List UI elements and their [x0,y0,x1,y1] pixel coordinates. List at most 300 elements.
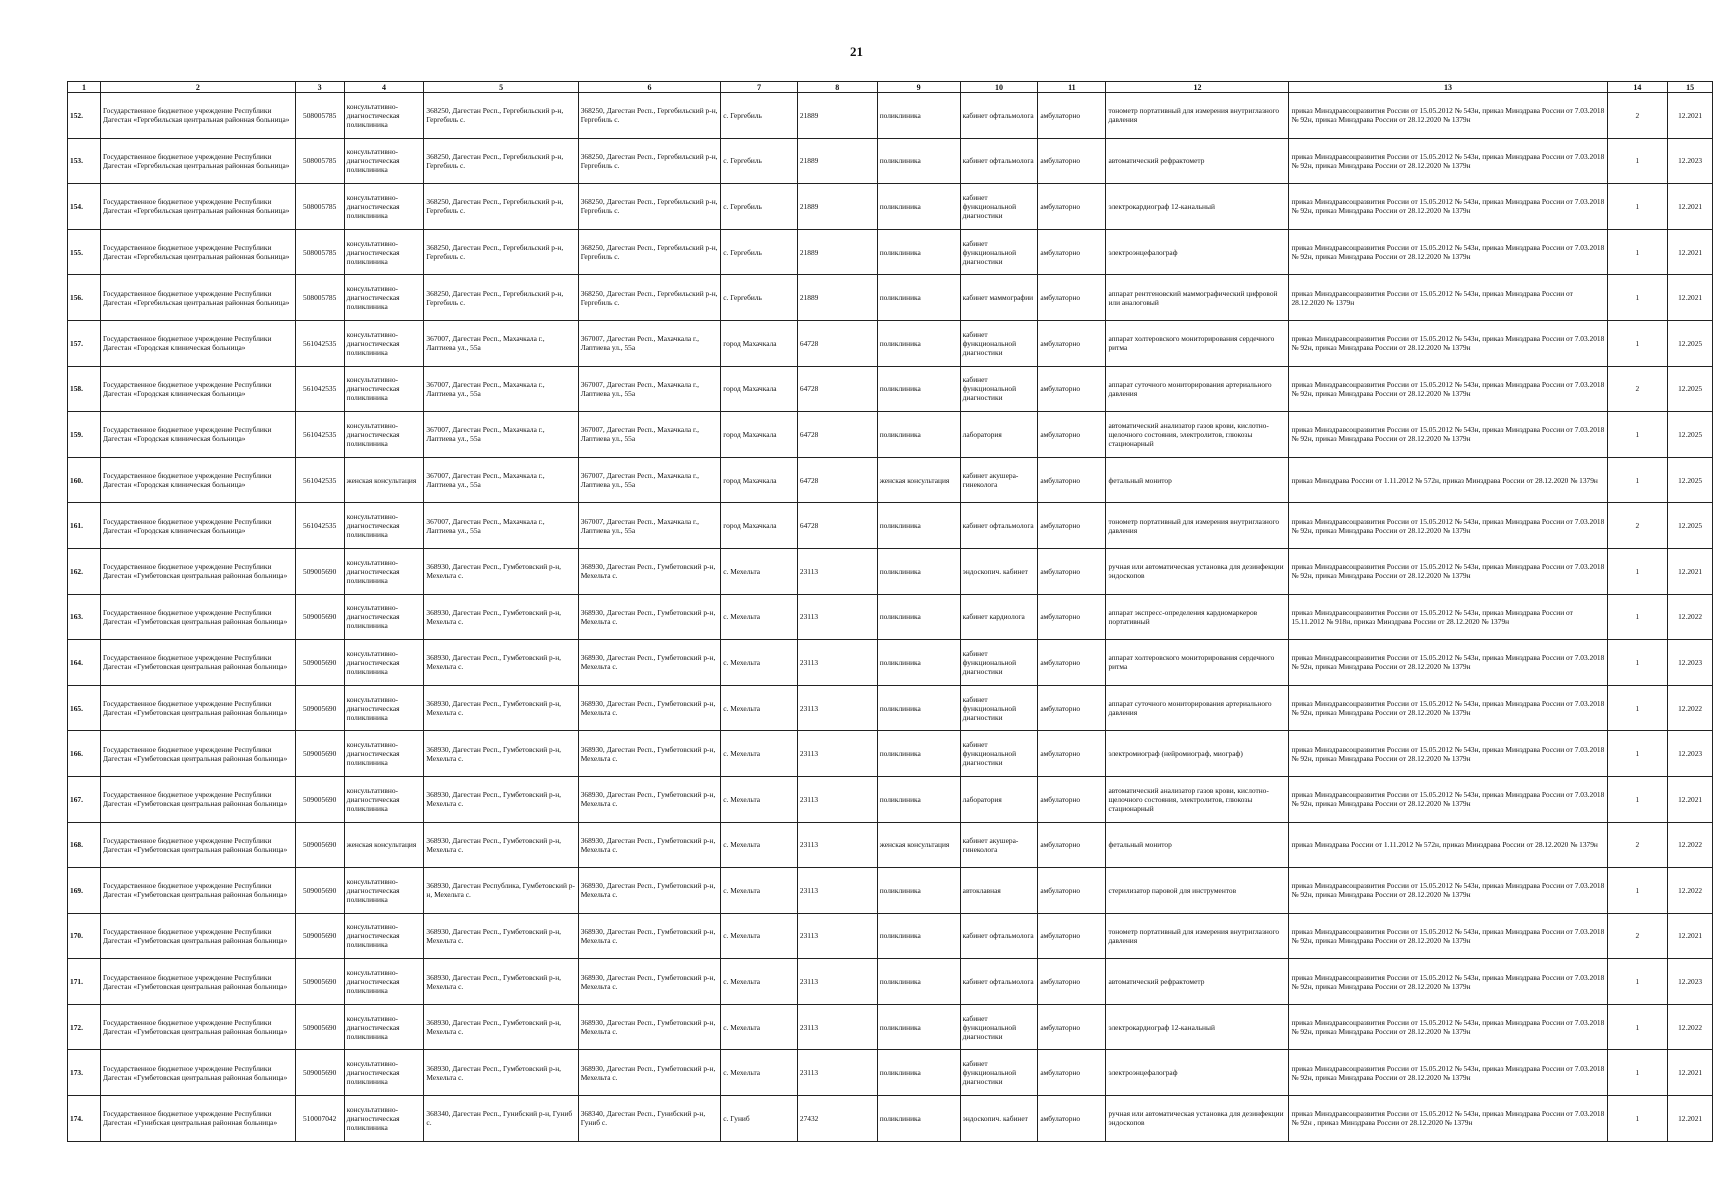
care-form: амбулаторно [1038,366,1106,412]
locality: с. Мехельта [721,548,798,594]
oktmo-code: 21889 [797,275,877,321]
room: кабинет маммографии [960,275,1038,321]
column-header: 2 [100,82,295,93]
equipment-name: автоматический анализатор газов крови, кислотно-щелочного состояния, электролитов, глюкозы стационарный [1106,776,1289,822]
unit-type: консультативно-диагностическая поликлиника [344,685,424,731]
legal-address: 367007, Дагестан Респ., Махачкала г., Лаптиева ул., 55а [424,503,578,549]
legal-address: 367007, Дагестан Респ., Махачкала г., Лаптиева ул., 55а [424,457,578,503]
quantity: 2 [1607,822,1668,868]
room: кабинет функциональной диагностики [960,685,1038,731]
equipment-name: электроэнцефалограф [1106,229,1289,275]
column-header: 15 [1668,82,1713,93]
oktmo-code: 23113 [797,548,877,594]
column-header: 10 [960,82,1038,93]
legal-address: 368930, Дагестан Респ., Гумбетовский р-н, Мехельта с. [424,1050,578,1096]
division: поликлиника [877,913,960,959]
page-number: 21 [850,44,863,59]
care-form: амбулаторно [1038,640,1106,686]
oktmo-code: 23113 [797,1004,877,1050]
room: лаборатория [960,776,1038,822]
division: поликлиника [877,503,960,549]
legal-address: 368250, Дагестан Респ., Гергебильский р-н, Гергебиль с. [424,138,578,184]
deadline: 12.2025 [1668,320,1713,366]
legal-address: 367007, Дагестан Респ., Махачкала г., Лаптиева ул., 55а [424,412,578,458]
regulatory-order: приказ Минздравсоцразвития России от 15.05.2012 № 543н, приказ Минздрава России от 7.03.2018 № 92н, приказ Минздрава России от 28.12.2020 № 1379н [1289,320,1607,366]
equipment-name: автоматический анализатор газов крови, кислотно-щелочного состояния, электролитов, глюкозы стационарный [1106,412,1289,458]
row-number: 174. [68,1096,101,1142]
regulatory-order: приказ Минздравсоцразвития России от 15.05.2012 № 543н, приказ Минздрава России от 7.03.2018 № 92н, приказ Минздрава России от 28.12.2020 № 1379н [1289,685,1607,731]
organization-name: Государственное бюджетное учреждение Республики Дагестан «Гумбетовская центральная районная больница» [100,1050,295,1096]
locality: с. Мехельта [721,640,798,686]
quantity: 1 [1607,1004,1668,1050]
unit-type: консультативно-диагностическая поликлиника [344,229,424,275]
quantity: 1 [1607,1096,1668,1142]
actual-address: 368930, Дагестан Респ., Гумбетовский р-н, Мехельта с. [578,1050,721,1096]
legal-address: 368340, Дагестан Респ., Гунибский р-н, Гуниб с. [424,1096,578,1142]
actual-address: 368250, Дагестан Респ., Гергебильский р-н, Гергебиль с. [578,93,721,139]
organization-name: Государственное бюджетное учреждение Республики Дагестан «Гумбетовская центральная районная больница» [100,822,295,868]
division: женская консультация [877,822,960,868]
locality: с. Мехельта [721,822,798,868]
quantity: 1 [1607,776,1668,822]
deadline: 12.2021 [1668,275,1713,321]
division: поликлиника [877,184,960,230]
deadline: 12.2022 [1668,1004,1713,1050]
division: поликлиника [877,320,960,366]
equipment-name: аппарат холтеровского мониторирования сердечного ритма [1106,640,1289,686]
table-row [68,412,1713,458]
oktmo-code: 23113 [797,685,877,731]
care-form: амбулаторно [1038,822,1106,868]
quantity: 1 [1607,959,1668,1005]
row-number: 161. [68,503,101,549]
equipment-name: аппарат холтеровского мониторирования сердечного ритма [1106,320,1289,366]
legal-address: 368930, Дагестан Респ., Гумбетовский р-н, Мехельта с. [424,1004,578,1050]
legal-address: 368930, Дагестан Республика, Гумбетовский р-н, Мехельта с. [424,868,578,914]
regulatory-order: приказ Минздравсоцразвития России от 15.05.2012 № 543н, приказ Минздрава России от 7.03.2018 № 92н, приказ Минздрава России от 28.12.2020 № 1379н [1289,868,1607,914]
table-row [68,184,1713,230]
table-row [68,1050,1713,1096]
regulatory-order: приказ Минздравсоцразвития России от 15.05.2012 № 543н, приказ Минздрава России от 7.03.2018 № 92н, приказ Минздрава России от 28.12.2020 № 1379н [1289,93,1607,139]
row-number: 152. [68,93,101,139]
row-number: 164. [68,640,101,686]
deadline: 12.2025 [1668,366,1713,412]
legal-address: 367007, Дагестан Респ., Махачкала г., Лаптиева ул., 55а [424,320,578,366]
regulatory-order: приказ Минздравсоцразвития России от 15.05.2012 № 543н, приказ Минздрава России от 7.03.2018 № 92н, приказ Минздрава России от 28.12.2020 № 1379н [1289,913,1607,959]
legal-address: 368250, Дагестан Респ., Гергебильский р-н, Гергебиль с. [424,184,578,230]
column-header: 7 [721,82,798,93]
table-row [68,640,1713,686]
column-header: 11 [1038,82,1106,93]
division: поликлиника [877,412,960,458]
regulatory-order: приказ Минздравсоцразвития России от 15.05.2012 № 543н, приказ Минздрава России от 7.03.2018 № 92н, приказ Минздрава России от 28.12.2020 № 1379н [1289,1004,1607,1050]
care-form: амбулаторно [1038,275,1106,321]
unit-type: женская консультация [344,457,424,503]
deadline: 12.2021 [1668,548,1713,594]
regulatory-order: приказ Минздравсоцразвития России от 15.05.2012 № 543н, приказ Минздрава России от 7.03.2018 № 92н, приказ Минздрава России от 28.12.2020 № 1379н [1289,503,1607,549]
table-row [68,1096,1713,1142]
equipment-name: тонометр портативный для измерения внутриглазного давления [1106,503,1289,549]
organization-code: 561042535 [295,366,344,412]
regulatory-order: приказ Минздравсоцразвития России от 15.05.2012 № 543н, приказ Минздрава России от 7.03.2018 № 92н , приказ Минздрава России от 28.12.2020 № 1379н [1289,1096,1607,1142]
room: кабинет функциональной диагностики [960,229,1038,275]
room: кабинет акушера-гинеколога [960,822,1038,868]
room: эндоскопич. кабинет [960,1096,1038,1142]
quantity: 1 [1607,320,1668,366]
oktmo-code: 21889 [797,184,877,230]
division: поликлиника [877,275,960,321]
legal-address: 368930, Дагестан Респ., Гумбетовский р-н, Мехельта с. [424,731,578,777]
legal-address: 368930, Дагестан Респ., Гумбетовский р-н, Мехельта с. [424,548,578,594]
regulatory-order: приказ Минздравсоцразвития России от 15.05.2012 № 543н, приказ Минздрава России от 7.03.2018 № 92н, приказ Минздрава России от 28.12.2020 № 1379н [1289,229,1607,275]
deadline: 12.2025 [1668,457,1713,503]
equipment-name: автоматический рефрактометр [1106,959,1289,1005]
oktmo-code: 23113 [797,868,877,914]
organization-name: Государственное бюджетное учреждение Республики Дагестан «Городская клиническая больница» [100,320,295,366]
division: поликлиника [877,1004,960,1050]
care-form: амбулаторно [1038,959,1106,1005]
quantity: 2 [1607,93,1668,139]
table-row [68,548,1713,594]
table-row [68,229,1713,275]
legal-address: 368250, Дагестан Респ., Гергебильский р-н, Гергебиль с. [424,93,578,139]
care-form: амбулаторно [1038,913,1106,959]
division: поликлиника [877,1050,960,1096]
care-form: амбулаторно [1038,320,1106,366]
regulatory-order: приказ Минздравсоцразвития России от 15.05.2012 № 543н, приказ Минздрава России от 7.03.2018 № 92н, приказ Минздрава России от 28.12.2020 № 1379н [1289,776,1607,822]
oktmo-code: 64728 [797,320,877,366]
organization-code: 509005690 [295,776,344,822]
organization-code: 509005690 [295,685,344,731]
organization-code: 509005690 [295,640,344,686]
table-row [68,503,1713,549]
column-header: 1 [68,82,101,93]
division: женская консультация [877,457,960,503]
room: кабинет функциональной диагностики [960,731,1038,777]
locality: с. Мехельта [721,868,798,914]
equipment-name: тонометр портативный для измерения внутриглазного давления [1106,93,1289,139]
table-row [68,731,1713,777]
organization-name: Государственное бюджетное учреждение Республики Дагестан «Гумбетовская центральная районная больница» [100,913,295,959]
table-row [68,959,1713,1005]
organization-code: 509005690 [295,548,344,594]
care-form: амбулаторно [1038,548,1106,594]
unit-type: консультативно-диагностическая поликлиника [344,548,424,594]
room: кабинет функциональной диагностики [960,1050,1038,1096]
table-row [68,594,1713,640]
organization-name: Государственное бюджетное учреждение Республики Дагестан «Гергебильская центральная районная больница» [100,229,295,275]
column-header: 14 [1607,82,1668,93]
oktmo-code: 23113 [797,776,877,822]
organization-name: Государственное бюджетное учреждение Республики Дагестан «Гергебильская центральная районная больница» [100,138,295,184]
actual-address: 368250, Дагестан Респ., Гергебильский р-н, Гергебиль с. [578,229,721,275]
unit-type: консультативно-диагностическая поликлиника [344,366,424,412]
organization-name: Государственное бюджетное учреждение Республики Дагестан «Гумбетовская центральная районная больница» [100,731,295,777]
regulatory-order: приказ Минздравсоцразвития России от 15.05.2012 № 543н, приказ Минздрава России от 28.12.2020 № 1379н [1289,275,1607,321]
unit-type: консультативно-диагностическая поликлиника [344,503,424,549]
equipment-name: аппарат рентгеновский маммографический цифровой или аналоговый [1106,275,1289,321]
organization-name: Государственное бюджетное учреждение Республики Дагестан «Городская клиническая больница» [100,412,295,458]
unit-type: консультативно-диагностическая поликлиника [344,138,424,184]
deadline: 12.2022 [1668,685,1713,731]
deadline: 12.2021 [1668,1050,1713,1096]
deadline: 12.2021 [1668,1096,1713,1142]
organization-code: 509005690 [295,868,344,914]
row-number: 157. [68,320,101,366]
organization-name: Государственное бюджетное учреждение Республики Дагестан «Гунибская центральная районная больница» [100,1096,295,1142]
organization-code: 509005690 [295,913,344,959]
row-number: 167. [68,776,101,822]
quantity: 1 [1607,457,1668,503]
unit-type: консультативно-диагностическая поликлиника [344,1004,424,1050]
actual-address: 368930, Дагестан Респ., Гумбетовский р-н, Мехельта с. [578,594,721,640]
care-form: амбулаторно [1038,93,1106,139]
locality: город Махачкала [721,412,798,458]
unit-type: консультативно-диагностическая поликлиника [344,640,424,686]
table-row [68,138,1713,184]
oktmo-code: 64728 [797,366,877,412]
room: автоклавная [960,868,1038,914]
actual-address: 367007, Дагестан Респ., Махачкала г., Лаптиева ул., 55а [578,503,721,549]
locality: с. Гуниб [721,1096,798,1142]
row-number: 156. [68,275,101,321]
row-number: 165. [68,685,101,731]
locality: с. Мехельта [721,776,798,822]
unit-type: консультативно-диагностическая поликлиника [344,412,424,458]
regulatory-order: приказ Минздравсоцразвития России от 15.05.2012 № 543н, приказ Минздрава России от 7.03.2018 № 92н, приказ Минздрава России от 28.12.2020 № 1379н [1289,184,1607,230]
deadline: 12.2025 [1668,503,1713,549]
column-header: 5 [424,82,578,93]
oktmo-code: 23113 [797,1050,877,1096]
row-number: 166. [68,731,101,777]
legal-address: 367007, Дагестан Респ., Махачкала г., Лаптиева ул., 55а [424,366,578,412]
legal-address: 368250, Дагестан Респ., Гергебильский р-н, Гергебиль с. [424,275,578,321]
room: кабинет функциональной диагностики [960,1004,1038,1050]
regulatory-order: приказ Минздрава России от 1.11.2012 № 572н, приказ Минздрава России от 28.12.2020 № 1379н [1289,457,1607,503]
quantity: 1 [1607,731,1668,777]
locality: с. Мехельта [721,1050,798,1096]
quantity: 2 [1607,503,1668,549]
oktmo-code: 23113 [797,822,877,868]
legal-address: 368930, Дагестан Респ., Гумбетовский р-н, Мехельта с. [424,913,578,959]
organization-code: 509005690 [295,594,344,640]
organization-code: 509005690 [295,1004,344,1050]
actual-address: 368930, Дагестан Респ., Гумбетовский р-н, Мехельта с. [578,776,721,822]
oktmo-code: 27432 [797,1096,877,1142]
care-form: амбулаторно [1038,1050,1106,1096]
room: кабинет акушера-гинеколога [960,457,1038,503]
unit-type: консультативно-диагностическая поликлиника [344,868,424,914]
locality: с. Мехельта [721,731,798,777]
locality: с. Мехельта [721,913,798,959]
equipment-registry-table [67,81,1713,1142]
organization-code: 509005690 [295,959,344,1005]
row-number: 172. [68,1004,101,1050]
equipment-name: ручная или автоматическая установка для дезинфекции эндоскопов [1106,1096,1289,1142]
organization-code: 509005690 [295,731,344,777]
organization-name: Государственное бюджетное учреждение Республики Дагестан «Городская клиническая больница» [100,457,295,503]
column-header: 3 [295,82,344,93]
organization-code: 508005785 [295,229,344,275]
regulatory-order: приказ Минздравсоцразвития России от 15.05.2012 № 543н, приказ Минздрава России от 7.03.2018 № 92н, приказ Минздрава России от 28.12.2020 № 1379н [1289,959,1607,1005]
organization-code: 561042535 [295,320,344,366]
actual-address: 368340, Дагестан Респ., Гунибский р-н, Гуниб с. [578,1096,721,1142]
oktmo-code: 21889 [797,138,877,184]
division: поликлиника [877,548,960,594]
organization-code: 508005785 [295,275,344,321]
quantity: 1 [1607,275,1668,321]
division: поликлиника [877,776,960,822]
actual-address: 368930, Дагестан Респ., Гумбетовский р-н, Мехельта с. [578,822,721,868]
regulatory-order: приказ Минздравсоцразвития России от 15.05.2012 № 543н, приказ Минздрава России от 7.03.2018 № 92н, приказ Минздрава России от 28.12.2020 № 1379н [1289,640,1607,686]
oktmo-code: 23113 [797,731,877,777]
actual-address: 367007, Дагестан Респ., Махачкала г., Лаптиева ул., 55а [578,412,721,458]
row-number: 169. [68,868,101,914]
column-header: 12 [1106,82,1289,93]
division: поликлиника [877,594,960,640]
care-form: амбулаторно [1038,685,1106,731]
table-row [68,685,1713,731]
table-row [68,366,1713,412]
deadline: 12.2021 [1668,776,1713,822]
room: кабинет офтальмолога [960,93,1038,139]
organization-name: Государственное бюджетное учреждение Республики Дагестан «Гергебильская центральная районная больница» [100,93,295,139]
division: поликлиника [877,640,960,686]
equipment-name: аппарат суточного мониторирования артериального давления [1106,366,1289,412]
unit-type: консультативно-диагностическая поликлиника [344,776,424,822]
unit-type: консультативно-диагностическая поликлиника [344,1096,424,1142]
division: поликлиника [877,93,960,139]
locality: с. Гергебиль [721,275,798,321]
oktmo-code: 23113 [797,640,877,686]
unit-type: консультативно-диагностическая поликлиника [344,731,424,777]
quantity: 1 [1607,640,1668,686]
unit-type: консультативно-диагностическая поликлиника [344,184,424,230]
unit-type: консультативно-диагностическая поликлиника [344,913,424,959]
quantity: 1 [1607,868,1668,914]
oktmo-code: 21889 [797,229,877,275]
organization-code: 561042535 [295,457,344,503]
deadline: 12.2023 [1668,731,1713,777]
row-number: 154. [68,184,101,230]
deadline: 12.2022 [1668,868,1713,914]
deadline: 12.2023 [1668,138,1713,184]
locality: город Махачкала [721,366,798,412]
deadline: 12.2021 [1668,913,1713,959]
equipment-name: электромиограф (нейромиограф, миограф) [1106,731,1289,777]
organization-name: Государственное бюджетное учреждение Республики Дагестан «Гумбетовская центральная районная больница» [100,776,295,822]
care-form: амбулаторно [1038,503,1106,549]
legal-address: 368930, Дагестан Респ., Гумбетовский р-н, Мехельта с. [424,776,578,822]
equipment-name: стерилизатор паровой для инструментов [1106,868,1289,914]
actual-address: 368930, Дагестан Респ., Гумбетовский р-н, Мехельта с. [578,1004,721,1050]
row-number: 170. [68,913,101,959]
equipment-name: аппарат экспресс-определения кардиомаркеров портативный [1106,594,1289,640]
quantity: 2 [1607,913,1668,959]
quantity: 2 [1607,366,1668,412]
division: поликлиника [877,229,960,275]
equipment-name: электрокардиограф 12-канальный [1106,184,1289,230]
column-number-row [68,82,1713,93]
equipment-name: ручная или автоматическая установка для дезинфекции эндоскопов [1106,548,1289,594]
deadline: 12.2022 [1668,822,1713,868]
quantity: 1 [1607,548,1668,594]
organization-name: Государственное бюджетное учреждение Республики Дагестан «Городская клиническая больница» [100,366,295,412]
actual-address: 368250, Дагестан Респ., Гергебильский р-н, Гергебиль с. [578,184,721,230]
division: поликлиника [877,366,960,412]
locality: с. Гергебиль [721,93,798,139]
organization-code: 561042535 [295,503,344,549]
table-row [68,93,1713,139]
organization-code: 508005785 [295,138,344,184]
legal-address: 368930, Дагестан Респ., Гумбетовский р-н, Мехельта с. [424,640,578,686]
unit-type: консультативно-диагностическая поликлиника [344,1050,424,1096]
row-number: 171. [68,959,101,1005]
actual-address: 367007, Дагестан Респ., Махачкала г., Лаптиева ул., 55а [578,320,721,366]
room: кабинет кардиолога [960,594,1038,640]
organization-name: Государственное бюджетное учреждение Республики Дагестан «Гумбетовская центральная районная больница» [100,959,295,1005]
equipment-name: электрокардиограф 12-канальный [1106,1004,1289,1050]
regulatory-order: приказ Минздравсоцразвития России от 15.05.2012 № 543н, приказ Минздрава России от 7.03.2018 № 92н, приказ Минздрава России от 28.12.2020 № 1379н [1289,412,1607,458]
equipment-name: фетальный монитор [1106,457,1289,503]
organization-code: 508005785 [295,184,344,230]
deadline: 12.2025 [1668,412,1713,458]
care-form: амбулаторно [1038,138,1106,184]
care-form: амбулаторно [1038,184,1106,230]
deadline: 12.2023 [1668,640,1713,686]
locality: с. Мехельта [721,1004,798,1050]
deadline: 12.2021 [1668,184,1713,230]
equipment-name: аппарат суточного мониторирования артериального давления [1106,685,1289,731]
deadline: 12.2021 [1668,93,1713,139]
division: поликлиника [877,138,960,184]
locality: с. Мехельта [721,685,798,731]
unit-type: консультативно-диагностическая поликлиника [344,320,424,366]
unit-type: консультативно-диагностическая поликлиника [344,93,424,139]
actual-address: 368930, Дагестан Респ., Гумбетовский р-н, Мехельта с. [578,868,721,914]
column-header: 4 [344,82,424,93]
actual-address: 367007, Дагестан Респ., Махачкала г., Лаптиева ул., 55а [578,366,721,412]
care-form: амбулаторно [1038,412,1106,458]
room: кабинет офтальмолога [960,959,1038,1005]
division: поликлиника [877,731,960,777]
regulatory-order: приказ Минздравсоцразвития России от 15.05.2012 № 543н, приказ Минздрава России от 7.03.2018 № 92н, приказ Минздрава России от 28.12.2020 № 1379н [1289,366,1607,412]
row-number: 160. [68,457,101,503]
organization-name: Государственное бюджетное учреждение Республики Дагестан «Гергебильская центральная районная больница» [100,275,295,321]
locality: с. Гергебиль [721,184,798,230]
organization-code: 510007042 [295,1096,344,1142]
regulatory-order: приказ Минздравсоцразвития России от 15.05.2012 № 543н, приказ Минздрава России от 7.03.2018 № 92н, приказ Минздрава России от 28.12.2020 № 1379н [1289,731,1607,777]
legal-address: 368930, Дагестан Респ., Гумбетовский р-н, Мехельта с. [424,594,578,640]
regulatory-order: приказ Минздравсоцразвития России от 15.05.2012 № 543н, приказ Минздрава России от 7.03.2018 № 92н, приказ Минздрава России от 28.12.2020 № 1379н [1289,138,1607,184]
care-form: амбулаторно [1038,776,1106,822]
organization-name: Государственное бюджетное учреждение Республики Дагестан «Городская клиническая больница» [100,503,295,549]
division: поликлиника [877,959,960,1005]
unit-type: консультативно-диагностическая поликлиника [344,275,424,321]
actual-address: 367007, Дагестан Респ., Махачкала г., Лаптиева ул., 55а [578,457,721,503]
table-row [68,776,1713,822]
quantity: 1 [1607,138,1668,184]
oktmo-code: 23113 [797,594,877,640]
row-number: 173. [68,1050,101,1096]
actual-address: 368930, Дагестан Респ., Гумбетовский р-н, Мехельта с. [578,548,721,594]
regulatory-order: приказ Минздравсоцразвития России от 15.05.2012 № 543н, приказ Минздрава России от 7.03.2018 № 92н, приказ Минздрава России от 28.12.2020 № 1379н [1289,548,1607,594]
row-number: 158. [68,366,101,412]
oktmo-code: 64728 [797,503,877,549]
room: кабинет функциональной диагностики [960,640,1038,686]
legal-address: 368930, Дагестан Респ., Гумбетовский р-н, Мехельта с. [424,685,578,731]
legal-address: 368930, Дагестан Респ., Гумбетовский р-н, Мехельта с. [424,959,578,1005]
